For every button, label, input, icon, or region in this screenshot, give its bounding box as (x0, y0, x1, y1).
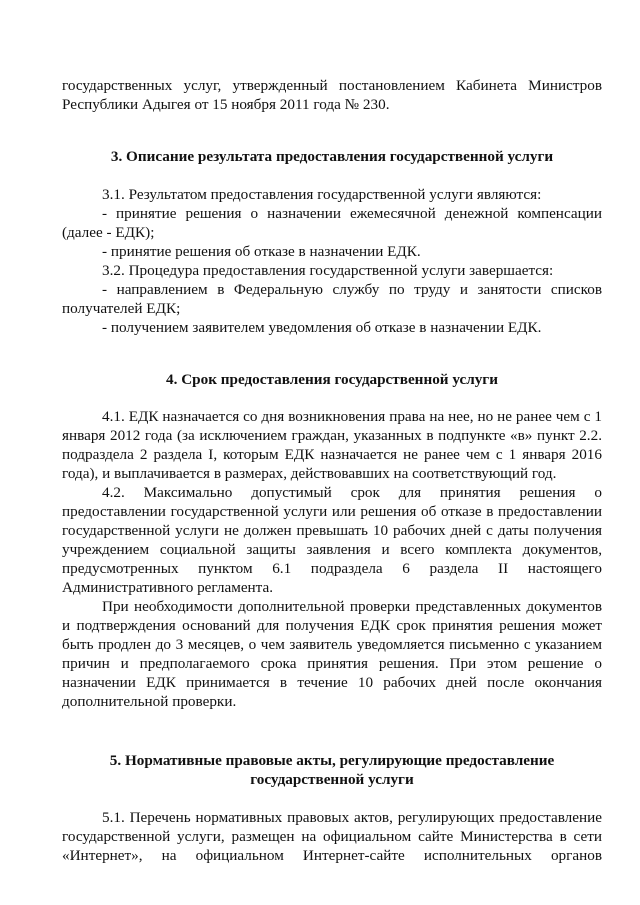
paragraph-4-2: 4.2. Максимально допустимый срок для принятия решения о предоставлении государственной услуги или решения об отказе в предоставлении государственной услуги не должен превышать 10 рабочих дней с даты получения учреждением социальной защиты заявления и всего комплекта документов, предусмотренных пунктом 6.1 подраздела 6 раздела II настоящего Административного регламента. (62, 484, 602, 596)
paragraph-5-1: 5.1. Перечень нормативных правовых актов, регулирующих предоставление государственной услуги, размещен на официальном сайте Министерства в сети «Интернет», на официальном Интернет-сайте исполнительных органов (62, 809, 602, 864)
section-5-heading-line-2: государственной услуги (250, 771, 414, 788)
list-item-3-2-a: - направлением в Федеральную службу по труду и занятости списков получателей ЕДК; (62, 281, 602, 317)
section-4-heading: 4. Срок предоставления государственной услуги (166, 371, 498, 388)
list-item-3-2-b: - получением заявителем уведомления об отказе в назначении ЕДК. (102, 319, 542, 336)
section-3-heading: 3. Описание результата предоставления государственной услуги (110, 148, 554, 165)
section-5-heading-line-1: 5. Нормативные правовые акты, регулирующие предоставление (109, 752, 555, 769)
document-page (62, 76, 602, 865)
paragraph-3-1: 3.1. Результатом предоставления государственной услуги являются: (102, 186, 542, 203)
intro-paragraph: государственных услуг, утвержденный постановлением Кабинета Министров Республики Адыгея от 15 ноября 2011 года № 230. (62, 77, 602, 113)
list-item-3-1-a: - принятие решения о назначении ежемесячной денежной компенсации (далее - ЕДК); (62, 205, 602, 241)
paragraph-4-1: 4.1. ЕДК назначается со дня возникновения права на нее, но не ранее чем с 1 января 2012 года (за исключением граждан, указанных в подпункте «в» пункт 2.2. подраздела 2 раздела I, которым ЕДК назначается не ранее чем с 1 января 2016 года), и выплачивается в размерах, действовавших на соответствующий год. (62, 408, 602, 482)
paragraph-3-2: 3.2. Процедура предоставления государственной услуги завершается: (102, 262, 554, 279)
paragraph-4-2-extension: При необходимости дополнительной проверки представленных документов и подтверждения оснований для получения ЕДК срок принятия решения может быть продлен до 3 месяцев, о чем заявитель уведомляется письменно с указанием причин и предполагаемого срока принятия решения. При этом решение о назначении ЕДК принимается в течение 10 рабочих дней после окончания дополнительной проверки. (62, 598, 602, 710)
section-5-heading (62, 751, 602, 789)
list-item-3-1-b: - принятие решения об отказе в назначении ЕДК. (102, 243, 421, 260)
